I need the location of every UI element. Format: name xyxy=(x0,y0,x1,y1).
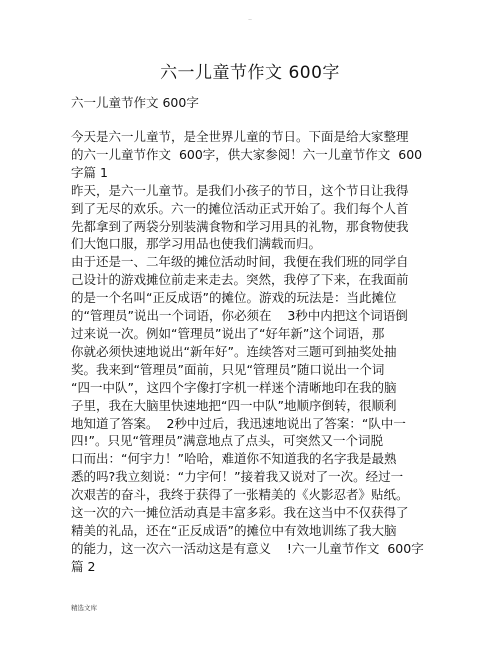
text-line: 们大饱口服，那学习用品也使我们满载而归。 xyxy=(71,236,322,252)
text-line: 的能力，这一次六一活动这是有意义 !六一儿童节作文 600字 xyxy=(71,540,424,556)
document-subtitle: 六一儿童节作文 600字 xyxy=(71,95,199,110)
text-line: 先都拿到了两袋分别装满食物和学习用具的礼物，那食物使我 xyxy=(71,218,409,234)
text-line: 悉的吗?我立刻说：“力宇何！”接着我又说对了一次。经过一 xyxy=(71,469,404,485)
text-line: 篇 2 xyxy=(71,558,96,574)
text-line: 过来说一次。例如“管理员”说出了“好年新”这个词语，那 xyxy=(71,325,385,341)
text-line: 到了无尽的欢乐。六一的摊位活动正式开始了。我们每个人首 xyxy=(71,200,409,216)
text-line: “四一中队”，这四个字像打字机一样迷个清晰地印在我的脑 xyxy=(71,379,397,395)
text-line: 这一次的六一摊位活动真是丰富多彩。我在这当中不仅获得了 xyxy=(71,505,409,521)
text-line: 子里，我在大脑里快速地把“四一中队”地顺序倒转，很顺利 xyxy=(71,397,397,413)
text-line: 奖。我来到“管理员”面前，只见“管理员”随口说出一个词 xyxy=(71,361,385,377)
text-line: 今天是六一儿童节，是全世界儿童的节日。下面是给大家整理 xyxy=(71,129,409,144)
text-line: 地知道了答案。 2秒中过后，我迅速地说出了答案：“队中一 xyxy=(71,415,406,431)
text-line: 的六一儿童节作文 600字，供大家参阅！六一儿童节作文 600 xyxy=(71,146,423,162)
document-body xyxy=(71,128,431,576)
text-line: 精美的礼品，还在“正反成语”的摊位中有效地训练了我大脑 xyxy=(71,522,397,538)
text-line: 你就必须快速地说出“新年好”。连续答对三题可到抽奖处抽 xyxy=(71,343,397,359)
document-title: 六一儿童节作文 600字 xyxy=(160,63,340,83)
footer-label: 精选文库 xyxy=(71,604,97,612)
header-dots: ·· xyxy=(248,17,252,24)
text-line: 次艰苦的奋斗，我终于获得了一张精美的《火影忍者》贴纸。 xyxy=(71,487,409,503)
text-line: 的是一个名叫“正反成语”的摊位。游戏的玩法是：当此摊位 xyxy=(71,290,397,306)
text-line: 己设计的游戏摊位前走来走去。突然，我停了下来，在我面前 xyxy=(71,272,409,288)
text-line: 昨天，是六一儿童节。是我们小孩子的节日，这个节日让我得 xyxy=(71,182,409,198)
text-line: 字篇 1 xyxy=(71,164,108,180)
text-line: 由于还是一、二年级的摊位活动时间，我便在我们班的同学自 xyxy=(71,254,409,270)
text-line: 口而出：“何宇力！”哈哈，难道你不知道我的名字我是最熟 xyxy=(71,451,397,467)
text-line: 的“管理员”说出一个词语，你必须在 3秒中内把这个词语倒 xyxy=(71,308,408,324)
text-line: 四!”。只见“管理员”满意地点了点头，可突然又一个词脱 xyxy=(71,433,383,449)
